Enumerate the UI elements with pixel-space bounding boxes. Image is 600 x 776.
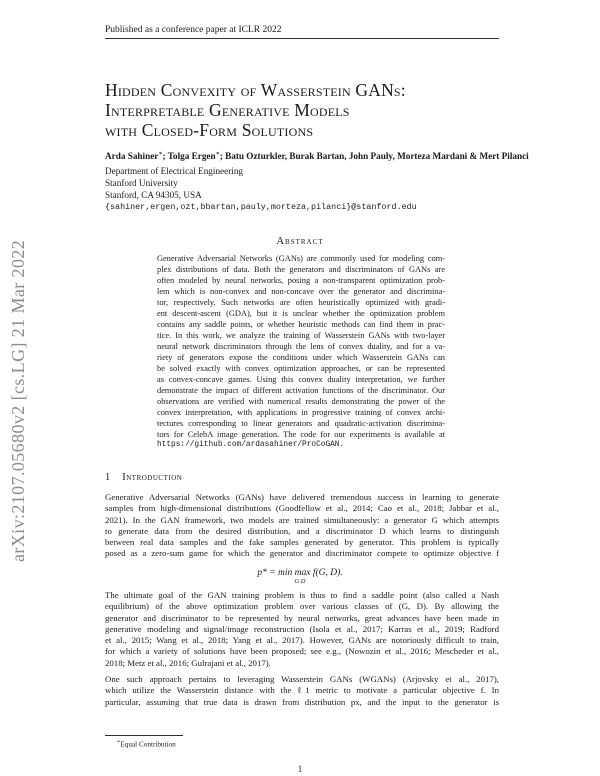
paragraph-line: for which a variety of solutions have been proposed; see e.g., (Nowozin et al., 2016; Mescheder et al., [105,646,499,657]
paragraph-line: posed as a zero-sum game for which the generator and discriminator compete to optimize objective f [105,548,499,559]
footnote-text: Equal Contribution [120,740,176,749]
section-number: 1 [105,472,111,483]
abstract-line: convex interpretation, with applications in progressive training of convex archi- [157,408,445,417]
author-list [105,150,529,161]
title-line-3: with Closed-Form Solutions [105,120,314,140]
abstract-line: plex distributions of data. Both the generators and discriminators of GANs are [157,265,445,274]
paragraph-line: 2021). In the GAN framework, two models are trained simultaneously: a generator G which attempts [105,514,499,525]
author-email: {sahiner,ergen,ozt,bbartan,pauly,morteza,pilanci}@stanford.edu [105,202,417,212]
affiliation-line: Stanford University [105,178,178,188]
abstract-line: demonstrate the impact of different activation functions of the discriminator. Our [157,386,445,395]
arxiv-stamp: arXiv:2107.05680v2 [cs.LG] 21 Mar 2022 [8,239,28,562]
abstract-line: tectures corresponding to linear generators and quadratic-activation discrimina- [157,419,445,428]
section-title: Introduction [122,472,183,483]
paragraph-line: generative modeling and signal/image reconstruction (Isola et al., 2017; Karras et al., 2019; Radford [105,623,499,634]
paragraph-line: 2018; Metz et al., 2016; Gulrajani et al., 2017). [105,657,271,668]
footnote-rule [105,735,183,736]
paragraph-line: between real data samples and the fake samples generated by generator. This problem is typically [105,537,499,548]
paragraph-line: et al., 2015; Wang et al., 2018; Yang et al., 2017). However, GANs are notoriously difficult to train, [105,635,499,646]
header-rule [105,38,499,39]
affiliation-line: Stanford, CA 94305, USA [105,190,202,200]
author-second: ; Tolga Ergen [162,151,216,162]
author-first: Arda Sahiner [105,151,159,162]
paragraph-line: particular, assuming that true data is drawn from distribution px, and the input to the generator is [105,696,499,707]
abstract-line: tor, respectively. Such networks are often heuristically optimized with gradi- [157,298,445,307]
affiliation-line: Department of Electrical Engineering [105,166,244,176]
footnote [117,739,176,748]
code-link[interactable]: https://github.com/ardasahiner/ProCoGAN. [157,441,345,449]
paragraph-line: to generate data from the desired distribution, and a discriminator D which learns to distinguish [105,525,499,536]
paragraph-line: The ultimate goal of the GAN training problem is thus to find a saddle point (also called a Nash [105,590,499,600]
paragraph-line: equilibrium) of the above optimization problem over various classes of (G, D). By allowing the [105,601,499,612]
paragraph-line: samples from high-dimensional distributions (Goodfellow et al., 2014; Cao et al., 2018; Jabbar et al., [105,503,499,514]
abstract-line: ent descent-ascent (GDA), but it is unclear whether the optimization problem [157,309,445,318]
intro-paragraph-3 [105,674,499,708]
abstract-line: Generative Adversarial Networks (GANs) are commonly used for modeling com- [157,254,445,263]
equal-contribution-mark-2: ∗ [215,151,220,157]
paragraph-line: One such approach pertains to leveraging Wasserstein GANs (WGANs) (Arjovsky et al., 2017), [105,674,499,684]
paragraph-line: Generative Adversarial Networks (GANs) have delivered tremendous success in learning to generate [105,492,499,502]
running-header: Published as a conference paper at ICLR 2022 [105,25,282,35]
abstract-line: be solved exactly with convex optimization approaches, or can be represented [157,364,445,373]
abstract-line: observations are verified with numerical results demonstrating the power of the [157,397,445,406]
affiliation [105,165,243,201]
title-line-2: Interpretable Generative Models [105,100,350,120]
abstract-heading: Abstract [276,236,324,247]
paragraph-line: generator and discriminator to be represented by neural networks, great advances have been made in [105,612,499,623]
title-line-1: Hidden Convexity of Wasserstein GANs: [105,80,406,100]
page-number: 1 [297,764,303,774]
footnote-mark: ∗ [117,740,121,745]
section-heading-introduction [105,472,182,483]
abstract-body [157,253,445,451]
abstract-line: lem which is non-convex and non-concave over the generator and discrimina- [157,287,445,296]
paper-title [105,80,406,140]
abstract-line: contains any saddle points, or whether heuristic methods can find them in prac- [157,320,445,329]
abstract-line: tice. In this work, we analyze the training of Wasserstein GANs with two-layer [157,331,445,340]
abstract-line: often modeled by neural networks, posing a non-transparent optimization prob- [157,276,445,285]
equation-saddle-point: p* = min max f(G, D). [257,568,343,578]
intro-paragraph-1 [105,492,499,560]
abstract-line: tors for CelebA image generation. The code for our experiments is available at [157,430,445,439]
abstract-line: neural network discriminators through the lens of convex duality, and for a va- [157,342,445,351]
abstract-line: as convex-concave games. Using this convex duality interpretation, we further [157,375,445,384]
equation-subscripts: G D [294,578,306,585]
intro-paragraph-2 [105,590,499,669]
paragraph-line: which utilize the Wasserstein distance with the ℓ1 metric to motivate a particular objective f. In [105,685,499,696]
abstract-line: riety of generators expose the conditions under which Wasserstein GANs can [157,353,445,362]
author-others: ; Batu Ozturkler, Burak Bartan, John Pauly, Morteza Mardani & Mert Pilanci [219,151,529,162]
equal-contribution-mark: ∗ [158,151,163,157]
